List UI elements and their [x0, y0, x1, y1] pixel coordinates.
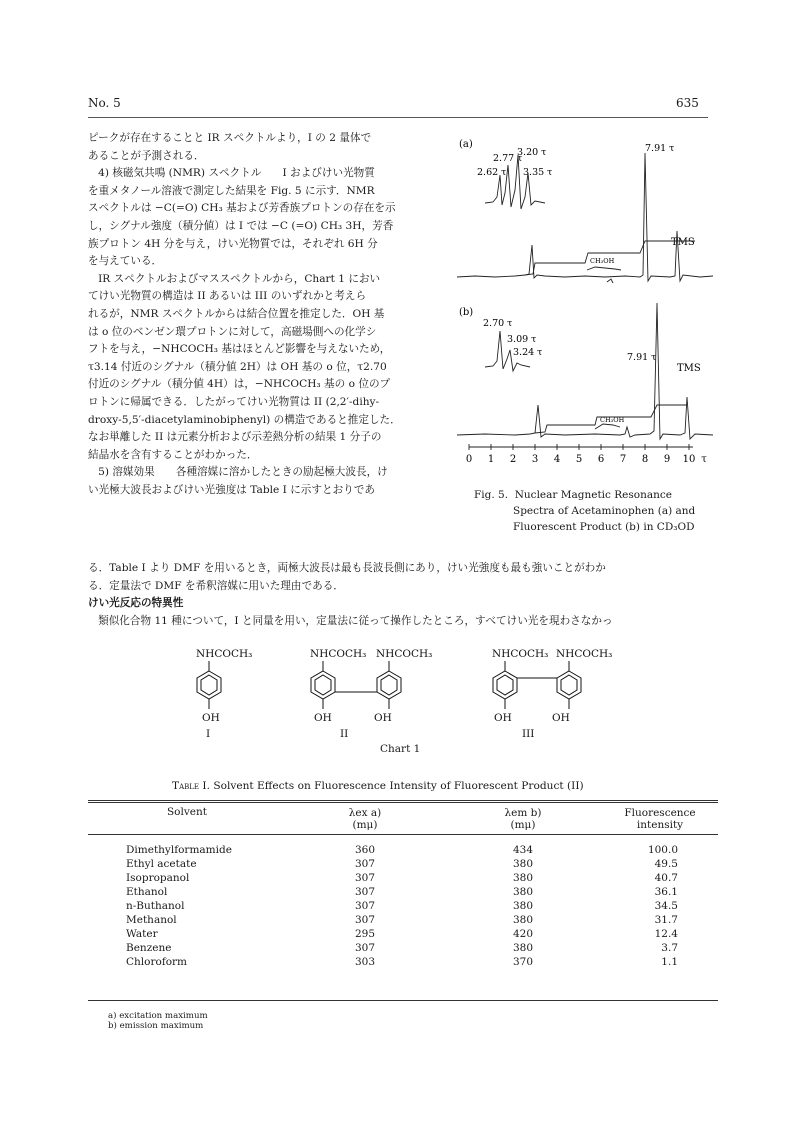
text-line: は o 位のベンゼン環プロトンに対して，高磁場側への化学シ: [88, 325, 377, 338]
table-cell-solvent: Isopropanol: [126, 872, 190, 884]
table-cell-ex: 307: [354, 858, 376, 870]
text-line: を重メタノール溶液で測定した結果を Fig. 5 に示す．NMR: [88, 184, 375, 197]
table-cell-em: 380: [512, 872, 534, 884]
peak-label: 2.70 τ: [483, 318, 513, 329]
footnote: b) emission maximum: [108, 1021, 204, 1031]
table-row: [88, 857, 718, 871]
text-line: なお単離した II は元素分析および示差熱分析の結果 1 分子の: [88, 431, 382, 444]
text-line: τ3.14 付近のシグナル（積分値 2H）は OH 基の o 位，τ2.70: [88, 360, 387, 373]
header-rule: [88, 117, 708, 118]
peak-label: 3.09 τ: [507, 334, 537, 345]
substituent-label: OH: [202, 712, 220, 724]
text-line: し，シグナル強度（積分値）は I では −C (=O) CH₃ 3H，芳香: [88, 219, 394, 232]
text-line: 付近のシグナル（積分値 4H）は，−NHCOCH₃ 基の o 位のプ: [88, 378, 391, 391]
table-cell-solvent: Dimethylformamide: [126, 844, 232, 856]
table-cell-em: 380: [512, 914, 534, 926]
table-cell-ex: 307: [354, 900, 376, 912]
x-axis: [469, 444, 693, 450]
text-line: フトを与え，−NHCOCH₃ 基はほとんど影響を与えないため，: [88, 343, 391, 356]
table-title-text: Solvent Effects on Fluorescence Intensity of Fluorescent Product (II): [213, 780, 584, 792]
solvent-label: CH₃OH: [600, 416, 625, 424]
table-cell-fi: 31.7: [654, 914, 678, 926]
peak-label: 3.24 τ: [513, 347, 543, 358]
table-row: [88, 843, 718, 857]
peak-label: 7.91 τ: [645, 143, 675, 154]
tick-label: 6: [597, 454, 605, 465]
caption-line: Spectra of Acetaminophen (a) and: [513, 505, 696, 517]
table-cell-ex: 307: [354, 914, 376, 926]
peak-label: 2.77 τ: [493, 153, 523, 164]
page-number: 635: [676, 96, 699, 110]
caption-line: Fluorescent Product (b) in CD₃OD: [513, 521, 695, 533]
substituent-label: OH: [552, 712, 570, 724]
table-cell-fi: 36.1: [654, 886, 678, 898]
tick-label: 4: [553, 454, 561, 465]
table-cell-fi: 49.5: [654, 858, 678, 870]
tick-label: 8: [641, 454, 649, 465]
peak-label: 3.35 τ: [523, 167, 553, 178]
table-cell-fi: 12.4: [654, 928, 678, 940]
section-heading: けい光反応の特異性: [88, 597, 184, 610]
compound-label: I: [206, 728, 211, 740]
text-line: droxy-5,5′-diacetylaminobiphenyl) の構造であると推定した．: [88, 413, 401, 426]
journal-number: No. 5: [88, 96, 121, 110]
table-cell-solvent: Methanol: [126, 914, 177, 926]
tms-label: TMS: [677, 363, 701, 374]
table-cell-em: 380: [512, 886, 534, 898]
peak-label: 7.91 τ: [627, 352, 657, 363]
panel-b-label: (b): [459, 307, 474, 318]
table-cell-solvent: n-Buthanol: [126, 900, 185, 912]
table-cell-fi: 1.1: [661, 956, 678, 968]
table-cell-solvent: Chloroform: [126, 956, 188, 968]
left-column-text: [88, 130, 445, 499]
text-line: い光極大波長およびけい光強度は Table I に示すとおりであ: [88, 483, 375, 496]
figure-caption: [474, 487, 714, 535]
tick-label: 3: [531, 454, 539, 465]
table-cell-fi: 100.0: [647, 844, 678, 856]
substituent-label: OH: [494, 712, 512, 724]
table-cell-fi: 3.7: [661, 942, 678, 954]
tick-label: 5: [575, 454, 583, 465]
table-cell-ex: 303: [354, 956, 376, 968]
table-label: Table I.: [172, 780, 210, 792]
solvent-label: CH₃OH: [590, 257, 615, 265]
table-cell-ex: 295: [354, 928, 376, 940]
footnote: a) excitation maximum: [108, 1011, 208, 1021]
table-row: [88, 941, 718, 955]
table-cell-em: 420: [512, 928, 534, 940]
text-line: る．定量法で DMF を希釈溶媒に用いた理由である．: [88, 579, 344, 592]
table-cell-solvent: Ethyl acetate: [126, 858, 197, 870]
table-cell-fi: 40.7: [654, 872, 678, 884]
table-cell-solvent: Water: [126, 928, 158, 940]
substituent-label: OH: [314, 712, 332, 724]
table-cell-solvent: Benzene: [126, 942, 172, 954]
peak-label: 2.62 τ: [477, 167, 507, 178]
text-line: ピークが存在することと IR スペクトルより，I の 2 量体で: [88, 132, 372, 144]
table-cell-em: 380: [512, 942, 534, 954]
table-cell-ex: 307: [354, 886, 376, 898]
table-cell-ex: 307: [354, 942, 376, 954]
column-header: λem b) (mμ): [444, 802, 602, 835]
benzene-rings: [197, 661, 581, 709]
text-line: ロトンに帰属できる．したがってけい光物質は II (2,2′-dihy-: [88, 395, 380, 408]
panel-a-label: (a): [459, 139, 473, 150]
substituent-label: NHCOCH₃: [196, 648, 253, 660]
table-cell-ex: 360: [354, 844, 376, 856]
table-row: [88, 871, 718, 885]
text-line: 4) 核磁気共鳴 (NMR) スペクトル I およびけい光物質: [88, 167, 375, 180]
substituent-label: NHCOCH₃: [310, 648, 367, 660]
table-footnotes: [108, 1011, 208, 1031]
table-bottom-rule: [88, 1000, 718, 1001]
tick-label: 2: [509, 454, 517, 465]
column-header: Solvent: [88, 802, 286, 835]
substituent-label: NHCOCH₃: [492, 648, 549, 660]
compound-label: II: [340, 728, 349, 740]
table-cell-em: 434: [512, 844, 534, 856]
tick-label: 9: [663, 454, 671, 465]
nmr-figure: [455, 135, 715, 470]
chart-caption: Chart 1: [380, 743, 421, 755]
table-cell-em: 380: [512, 900, 534, 912]
text-line: 結晶水を含有することがわかった．: [88, 448, 258, 461]
table-row: [88, 899, 718, 913]
substituent-label: NHCOCH₃: [556, 648, 613, 660]
table-cell-em: 380: [512, 858, 534, 870]
text-line: あることが予測される．: [88, 149, 205, 162]
table-row: [88, 927, 718, 941]
tick-label: 7: [619, 454, 627, 465]
substituent-label: NHCOCH₃: [376, 648, 433, 660]
text-line: スペクトルは −C(=O) CH₃ 基および芳香族プロトンの存在を示: [88, 202, 396, 215]
text-line: を与えている．: [88, 255, 163, 268]
table-cell-fi: 34.5: [654, 900, 678, 912]
text-line: 5) 溶媒効果 各種溶媒に溶かしたときの励起極大波長，け: [88, 466, 388, 479]
column-header: Fluorescence intensity: [602, 802, 718, 835]
substituent-label: OH: [374, 712, 392, 724]
table-row: [88, 913, 718, 927]
compound-label: III: [522, 728, 535, 740]
table-cell-solvent: Ethanol: [126, 886, 168, 898]
table-header-row: [88, 802, 718, 835]
column-header: λex a) (mμ): [286, 802, 444, 835]
solvent-effects-table: [88, 802, 718, 969]
peak-label: 3.20 τ: [517, 147, 547, 158]
tick-label: 10: [682, 454, 696, 465]
axis-unit: τ: [701, 454, 707, 465]
tick-label: 0: [465, 454, 473, 465]
table-title: [172, 780, 584, 792]
text-line: IR スペクトルおよびマススペクトルから，Chart 1 におい: [88, 272, 381, 285]
table-cell-em: 370: [512, 956, 534, 968]
text-line: てけい光物質の構造は II あるいは III のいずれかと考えら: [88, 290, 367, 303]
table-row: [88, 955, 718, 969]
table-cell-ex: 307: [354, 872, 376, 884]
caption-line: Fig. 5. Nuclear Magnetic Resonance: [474, 489, 672, 501]
tick-label: 1: [487, 454, 495, 465]
tms-label: TMS: [671, 237, 695, 248]
table-row: [88, 885, 718, 899]
full-width-text: [88, 560, 708, 630]
text-line: る．Table I より DMF を用いるとき，両極大波長は最も長波長側にあり，けい光強度も最も強いことがわか: [88, 562, 606, 574]
text-line: れるが，NMR スペクトルからは結合位置を推定した．OH 基: [88, 307, 385, 320]
text-line: 族プロトン 4H 分を与え，けい光物質では，それぞれ 6H 分: [88, 237, 378, 250]
text-line: 類似化合物 11 種について，I と同量を用い，定量法に従って操作したところ，すべてけい光を現わさなかっ: [88, 614, 613, 627]
